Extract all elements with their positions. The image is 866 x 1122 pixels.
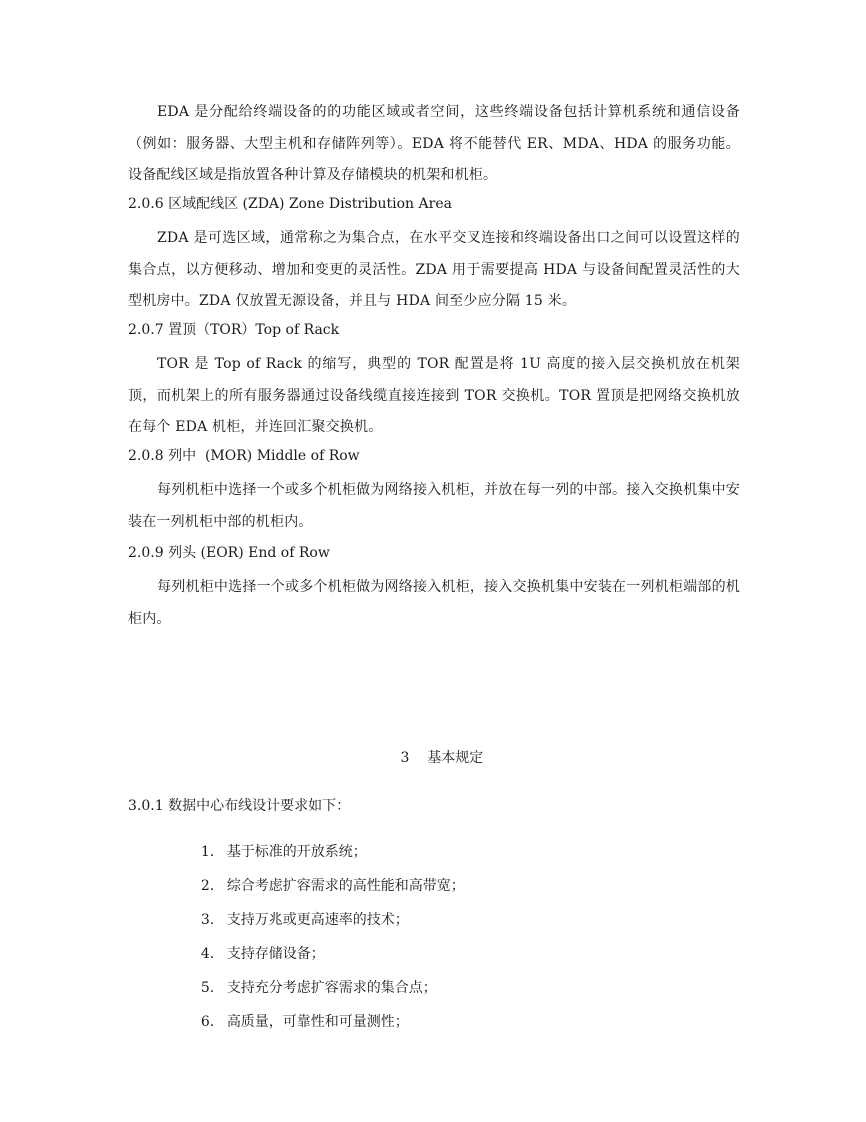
paragraph-eor: 每列机柜中选择一个或多个机柜做为网络接入机柜，接入交换机集中安装在一列机柜端部的机柜内。: [128, 579, 740, 627]
list-item-text: 基于标准的开放系统；: [226, 844, 367, 860]
paragraph-zda: ZDA 是可选区域，通常称之为集合点，在水平交叉连接和终端设备出口之间可以设置这样的集合点，以方便移动、增加和变更的灵活性。ZDA 用于需要提高 HDA 与设备间配置灵活性的大型机房中。ZDA 仅放置无源设备，并且与 HDA 间至少应分隔 15 米。: [128, 230, 740, 309]
list-item-text: 综合考虑扩容需求的高性能和高带宽；: [226, 878, 465, 894]
list-item-number: 4.: [200, 946, 215, 962]
list-item-text: 支持充分考虑扩容需求的集合点；: [226, 980, 437, 996]
heading-2-0-7: 2.0.7 置顶（TOR）Top of Rack: [128, 322, 340, 338]
heading-2-0-8: 2.0.8 列中 (MOR) Middle of Row: [128, 448, 360, 464]
heading-2-0-6: 2.0.6 区域配线区 (ZDA) Zone Distribution Area: [128, 196, 452, 212]
section-number: 3: [400, 750, 410, 766]
section-title-text: 基本规定: [427, 750, 484, 766]
list-item-number: 6.: [200, 1014, 215, 1030]
clause-3-0-1: 3.0.1 数据中心布线设计要求如下：: [128, 798, 351, 814]
list-item-text: 支持万兆或更高速率的技术；: [226, 912, 409, 928]
heading-2-0-9: 2.0.9 列头 (EOR) End of Row: [128, 545, 330, 561]
paragraph-tor: TOR 是 Top of Rack 的缩写，典型的 TOR 配置是将 1U 高度的接入层交换机放在机架顶，而机架上的所有服务器通过设备线缆直接连接到 TOR 交换机。TOR 置顶是把网络交换机放在每个 EDA 机柜，并连回汇聚交换机。: [128, 356, 740, 435]
list-item-text: 支持存储设备；: [226, 946, 325, 962]
section-3-title: [0, 728, 866, 788]
list-item-number: 2.: [200, 878, 215, 894]
list-item-number: 3.: [200, 912, 215, 928]
list-item-number: 1.: [200, 844, 215, 860]
list-item: [183, 992, 409, 1052]
paragraph-mor: 每列机柜中选择一个或多个机柜做为网络接入机柜，并放在每一列的中部。接入交换机集中安装在一列机柜中部的机柜内。: [128, 482, 740, 530]
paragraph-eda: EDA 是分配给终端设备的的功能区域或者空间，这些终端设备包括计算机系统和通信设备（例如：服务器、大型主机和存储阵列等）。EDA 将不能替代 ER、MDA、HDA 的服务功能。设备配线区域是指放置各种计算及存储模块的机架和机柜。: [128, 104, 740, 183]
list-item-text: 高质量，可靠性和可量测性；: [226, 1014, 409, 1030]
list-item-number: 5.: [200, 980, 215, 996]
